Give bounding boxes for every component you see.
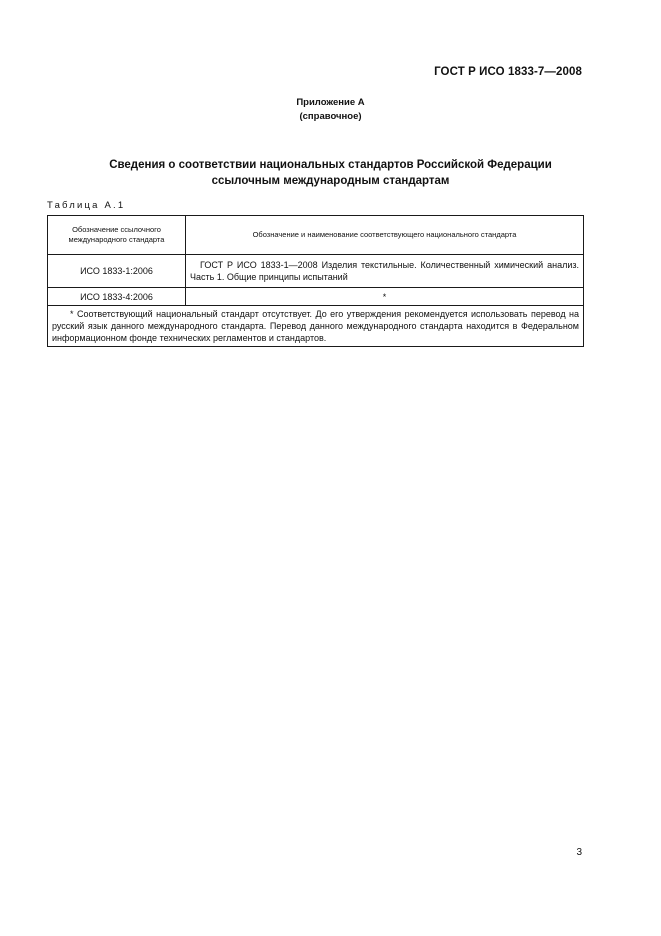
section-title-line-2: ссылочным международным стандартам [211, 175, 450, 187]
annex-heading [0, 96, 661, 124]
section-title-line-1: Сведения о соответствии национальных стандартов Российской Федерации [109, 159, 552, 171]
annex-type: (справочное) [299, 111, 362, 122]
international-standard-cell: ИСО 1833-4:2006 [48, 288, 186, 306]
column-header-national: Обозначение и наименование соответствующего национального стандарта [186, 216, 584, 255]
section-title [0, 157, 661, 189]
international-standard-cell: ИСО 1833-1:2006 [48, 255, 186, 288]
table-row [48, 255, 584, 288]
page-number: 3 [576, 847, 582, 858]
national-standard-cell: ГОСТ Р ИСО 1833-1—2008 Изделия текстильные. Количественный химический анализ. Часть 1. Общие принципы испытаний [186, 255, 584, 288]
annex-title: Приложение А [296, 97, 365, 108]
document-code: ГОСТ Р ИСО 1833-7—2008 [434, 66, 582, 78]
table-row [48, 288, 584, 306]
table-footnote-row [48, 306, 584, 347]
correspondence-table [47, 215, 584, 347]
national-standard-cell: * [186, 288, 584, 306]
column-header-international: Обозначение ссылочного международного стандарта [48, 216, 186, 255]
table-footnote: * Соответствующий национальный стандарт отсутствует. До его утверждения рекомендуется использовать перевод на русский язык данного международного стандарта. Перевод данного международного стандарта находится в Федеральном информационном фонде технических регламентов и стандартов. [48, 306, 584, 347]
table-header-row [48, 216, 584, 255]
table-caption: Таблица А.1 [47, 200, 126, 211]
